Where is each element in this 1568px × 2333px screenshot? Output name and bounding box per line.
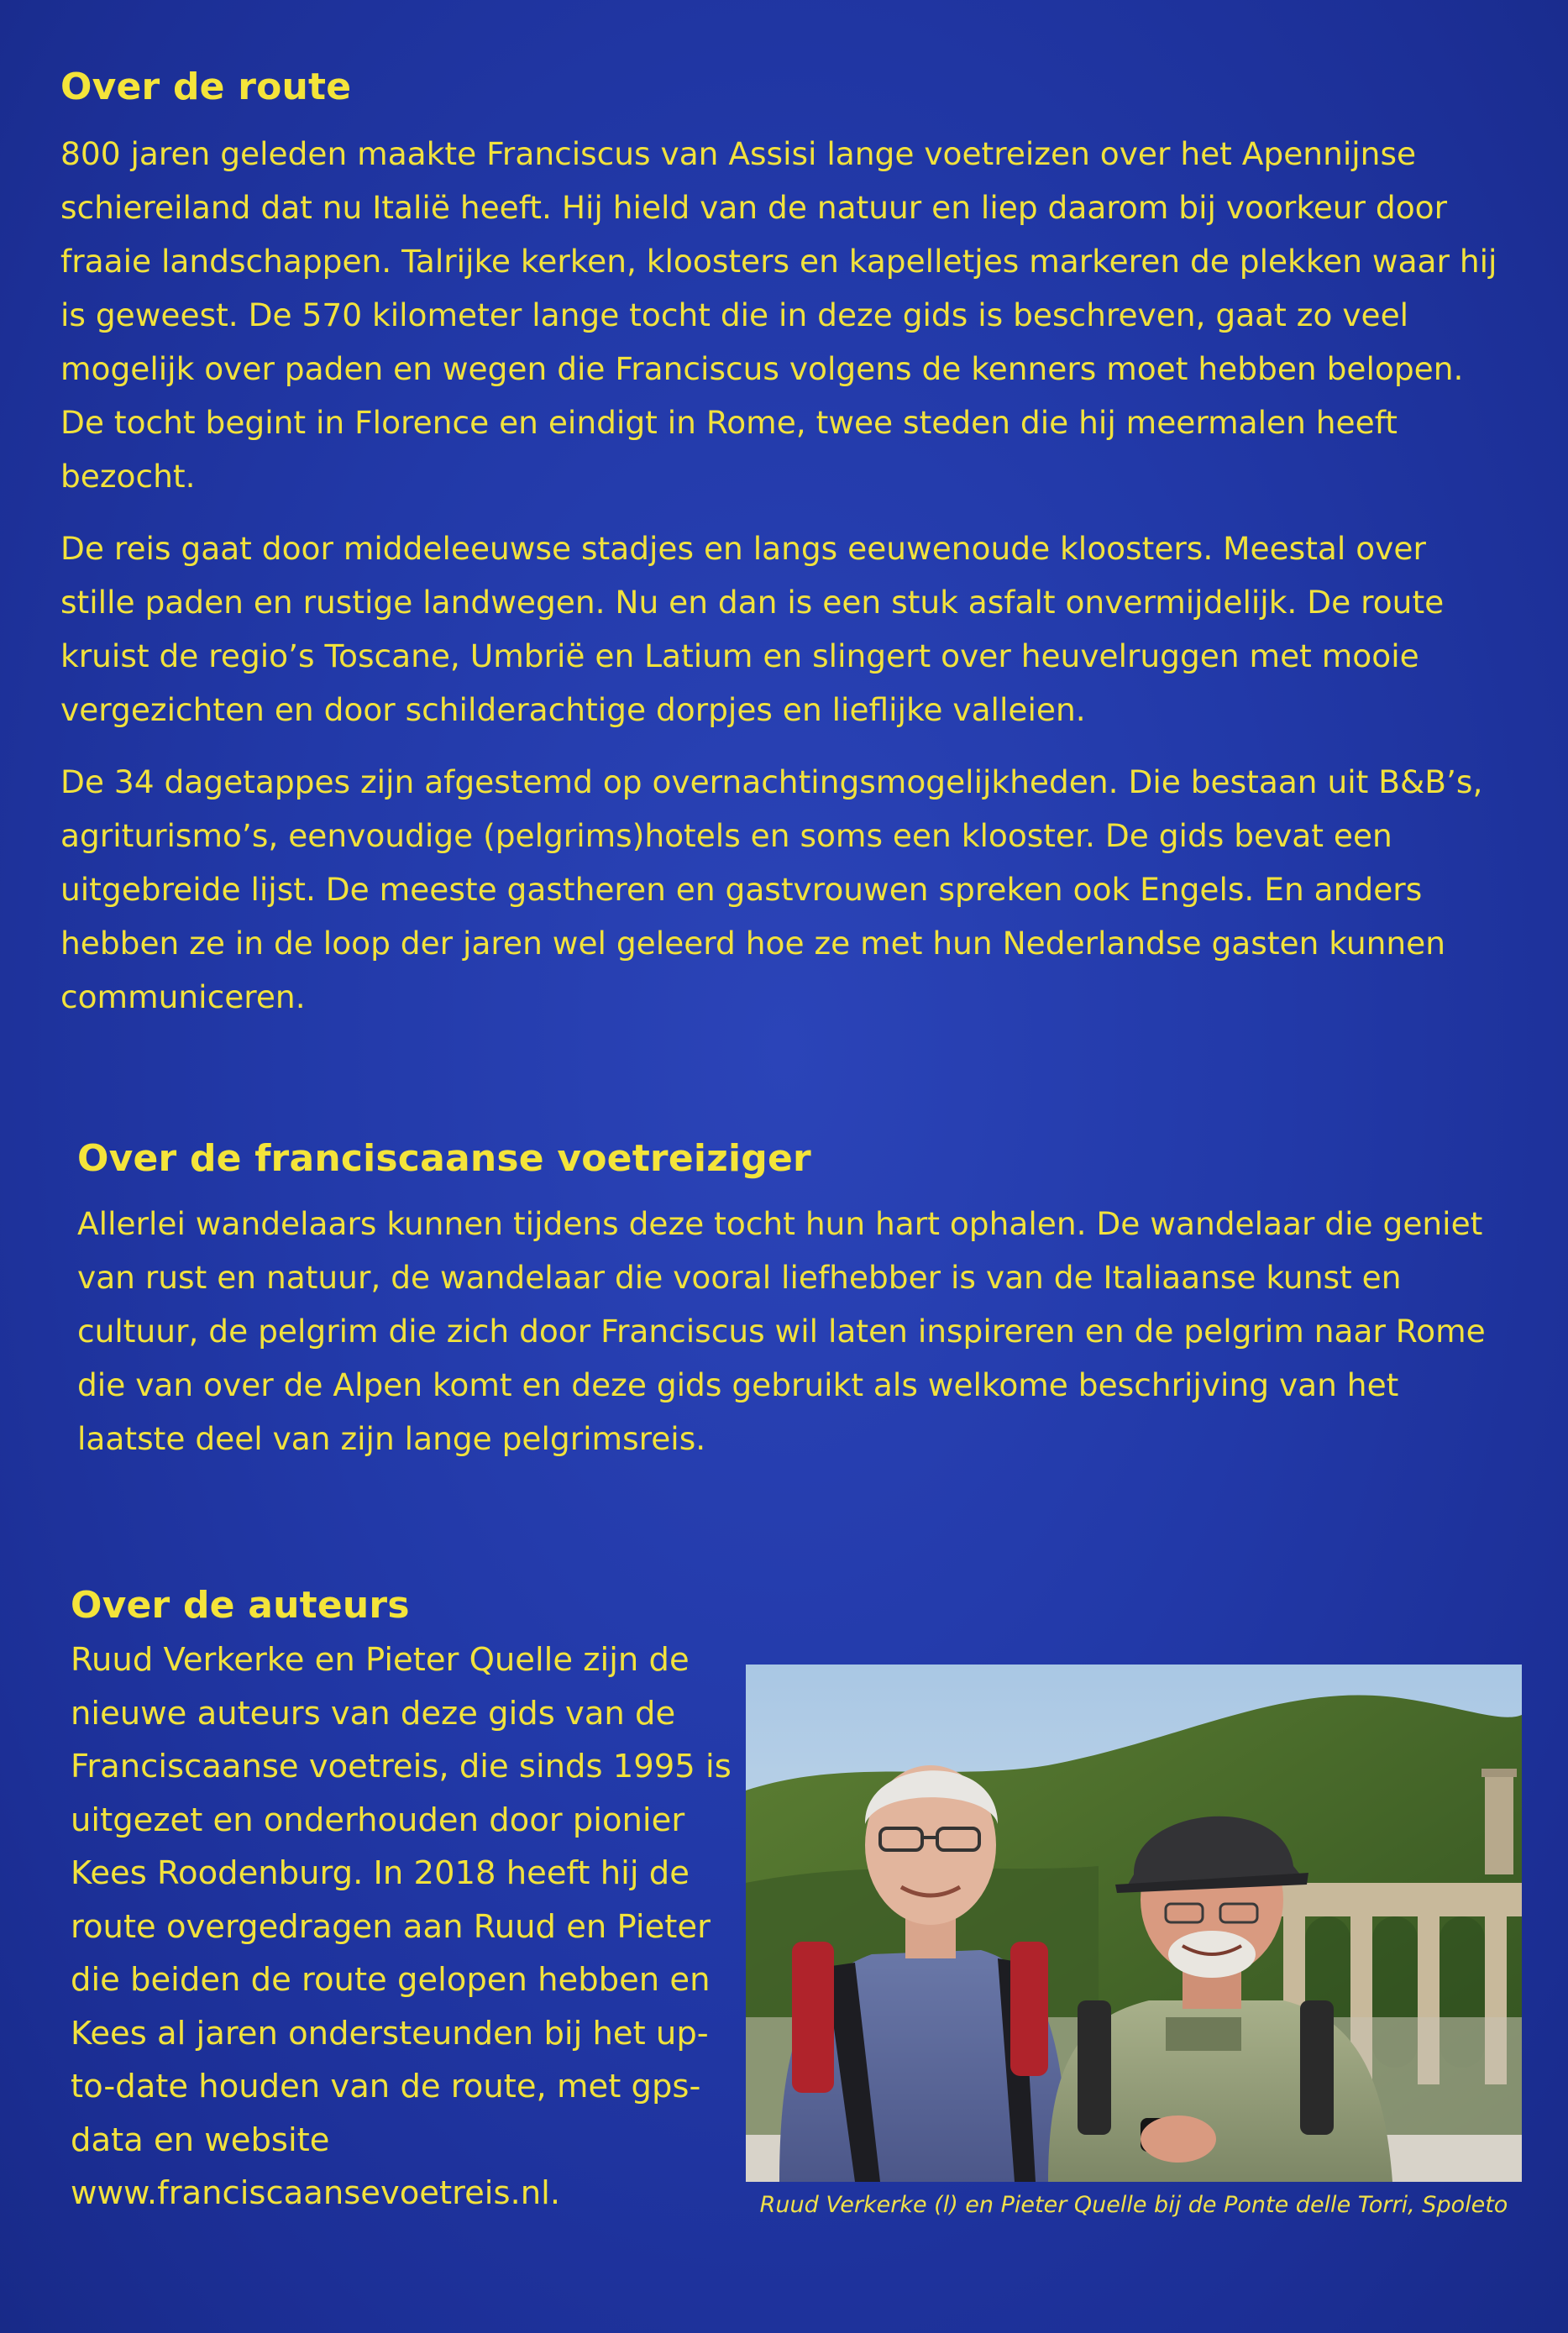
authors-paragraph: Ruud Verkerke en Pieter Quelle zijn de nieuwe auteurs van deze gids van de Franciscaanse voetreis, die sinds 1995 is uitgezet en onderhouden door pionier Kees Roodenburg. In 2018 heeft hij de route overgedragen aan Ruud en Pieter die beiden de route gelopen hebben en Kees al jaren ondersteunden bij het up-to-date houden van de route, met gps-data en website www.franciscaansevoetreis.nl. — [71, 1641, 732, 2212]
section-over-de-route — [60, 66, 1505, 1024]
heading-over-de-route: Over de route — [60, 66, 352, 108]
route-paragraph-2: De reis gaat door middeleeuwse stadjes en langs eeuwenoude kloosters. Meestal over stille paden en rustige landwegen. Nu en dan is een stuk asfalt onvermijdelijk. De route kruist de regio’s Toscane, Umbrië en Latium en slingert over heuvelruggen met mooie vergezichten en door schilderachtige dorpjes en lieflijke valleien. — [60, 530, 1445, 728]
authors-photo — [746, 1665, 1522, 2182]
section-voetreiziger — [77, 1137, 1505, 1465]
heading-auteurs: Over de auteurs — [71, 1584, 410, 1627]
traveller-paragraph: Allerlei wandelaars kunnen tijdens deze tocht hun hart ophalen. De wandelaar die geniet van rust en natuur, de wandelaar die vooral liefhebber is van de Italiaanse kunst en cultuur, de pelgrim die zich door Franciscus wil laten inspireren en de pelgrim naar Rome die van over de Alpen komt en deze gids gebruikt als welkome beschrijving van het laatste deel van zijn lange pelgrimsreis. — [77, 1205, 1486, 1457]
authors-photo-illustration — [746, 1665, 1522, 2182]
heading-voetreiziger: Over de franciscaanse voetreiziger — [77, 1137, 811, 1180]
route-paragraph-1: 800 jaren geleden maakte Franciscus van Assisi lange voetreizen over het Apennijnse schiereiland dat nu Italië heeft. Hij hield van de natuur en liep daarom bij voorkeur door fraaie landschappen. Talrijke kerken, kloosters en kapelletjes markeren de plekken waar hij is geweest. De 570 kilometer lange tocht die in deze gids is beschreven, gaat zo veel mogelijk over paden en wegen die Franciscus volgens de kenners moet hebben belopen. De tocht begint in Florence en eindigt in Rome, twee steden die hij meermalen heeft bezocht. — [60, 135, 1497, 495]
section-auteurs — [71, 1584, 1549, 2220]
route-paragraph-3: De 34 dagetappes zijn afgestemd op overnachtingsmogelijkheden. Die bestaan uit B&B’s, agriturismo’s, eenvoudige (pelgrims)hotels en soms een klooster. De gids bevat een uitgebreide lijst. De meeste gastheren en gastvrouwen spreken ook Engels. En anders hebben ze in de loop der jaren wel geleerd hoe ze met hun Nederlandse gasten kunnen communiceren. — [60, 763, 1483, 1015]
photo-caption: Ruud Verkerke (l) en Pieter Quelle bij de Ponte delle Torri, Spoleto — [759, 2192, 1508, 2218]
authors-figure — [746, 1665, 1522, 2218]
authors-text-block — [71, 1633, 734, 2220]
